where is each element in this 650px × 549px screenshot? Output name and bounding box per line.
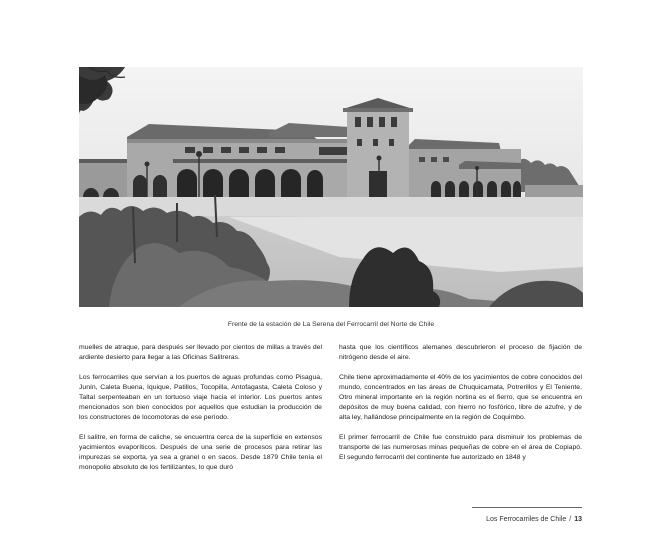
footer-rule — [472, 507, 582, 508]
paragraph: Los ferrocarriles que servían a los puertos de aguas profundas como Pisagua, Junín, Caleta Buena, Iquique, Patillos, Tocopilla, Antofagasta, Caleta Coloso y Taltal serpenteaban en un tortuoso viaje hacia el interior. Los puertos antes mencionados son bien conocidos por aquellos que estudian la producción de los constructores de locomotoras de ese período. — [79, 374, 322, 421]
paragraph: muelles de atraque, para después ser llevado por cientos de millas a través del ardiente desierto para llegar a las Oficinas Salitreras. — [79, 344, 322, 361]
paragraph: El salitre, en forma de caliche, se encuentra cerca de la superficie en extensos yacimientos evaporíticos. Después de una serie de procesos para retirar las impurezas se exporta, ya sea a granel o en sacos. Desde 1879 Chile tenía el monopolio absoluto de los fertilizantes, lo que duró — [79, 434, 322, 471]
paragraph: El primer ferrocarril de Chile fue construido para disminuir los problemas de transporte de las numerosas minas pequeñas de cobre en el área de Copiapó. El segundo ferrocarril del continente fue autorizado en 1848 y — [339, 434, 582, 461]
station-photo-image — [79, 67, 583, 307]
figure-caption: Frente de la estación de La Serena del Ferrocarril del Norte de Chile — [227, 321, 435, 328]
paragraph: hasta que los científicos alemanes descubrieron el proceso de fijación de nitrógeno desde el aire. — [339, 344, 582, 361]
right-text-column — [339, 343, 582, 473]
paragraph: Chile tiene aproximadamente el 40% de los yacimientos de cobre conocidos del mundo, concentrados en las áreas de Chuquicamata, Potrerillos y El Teniente. Otro mineral importante en la región nortina es el fierro, que se encuentra en depósitos de muy buena calidad, con hierro no fosfórico, libre de azufre, y de alta ley, hallándose principalmente en la región de Coquimbo. — [339, 374, 582, 421]
footer-separator: / — [569, 516, 572, 523]
page-number: 13 — [574, 516, 582, 523]
running-footer — [480, 515, 582, 525]
station-photograph — [79, 67, 583, 307]
footer-title: Los Ferrocarriles de Chile — [486, 516, 567, 523]
left-text-column — [79, 343, 322, 483]
